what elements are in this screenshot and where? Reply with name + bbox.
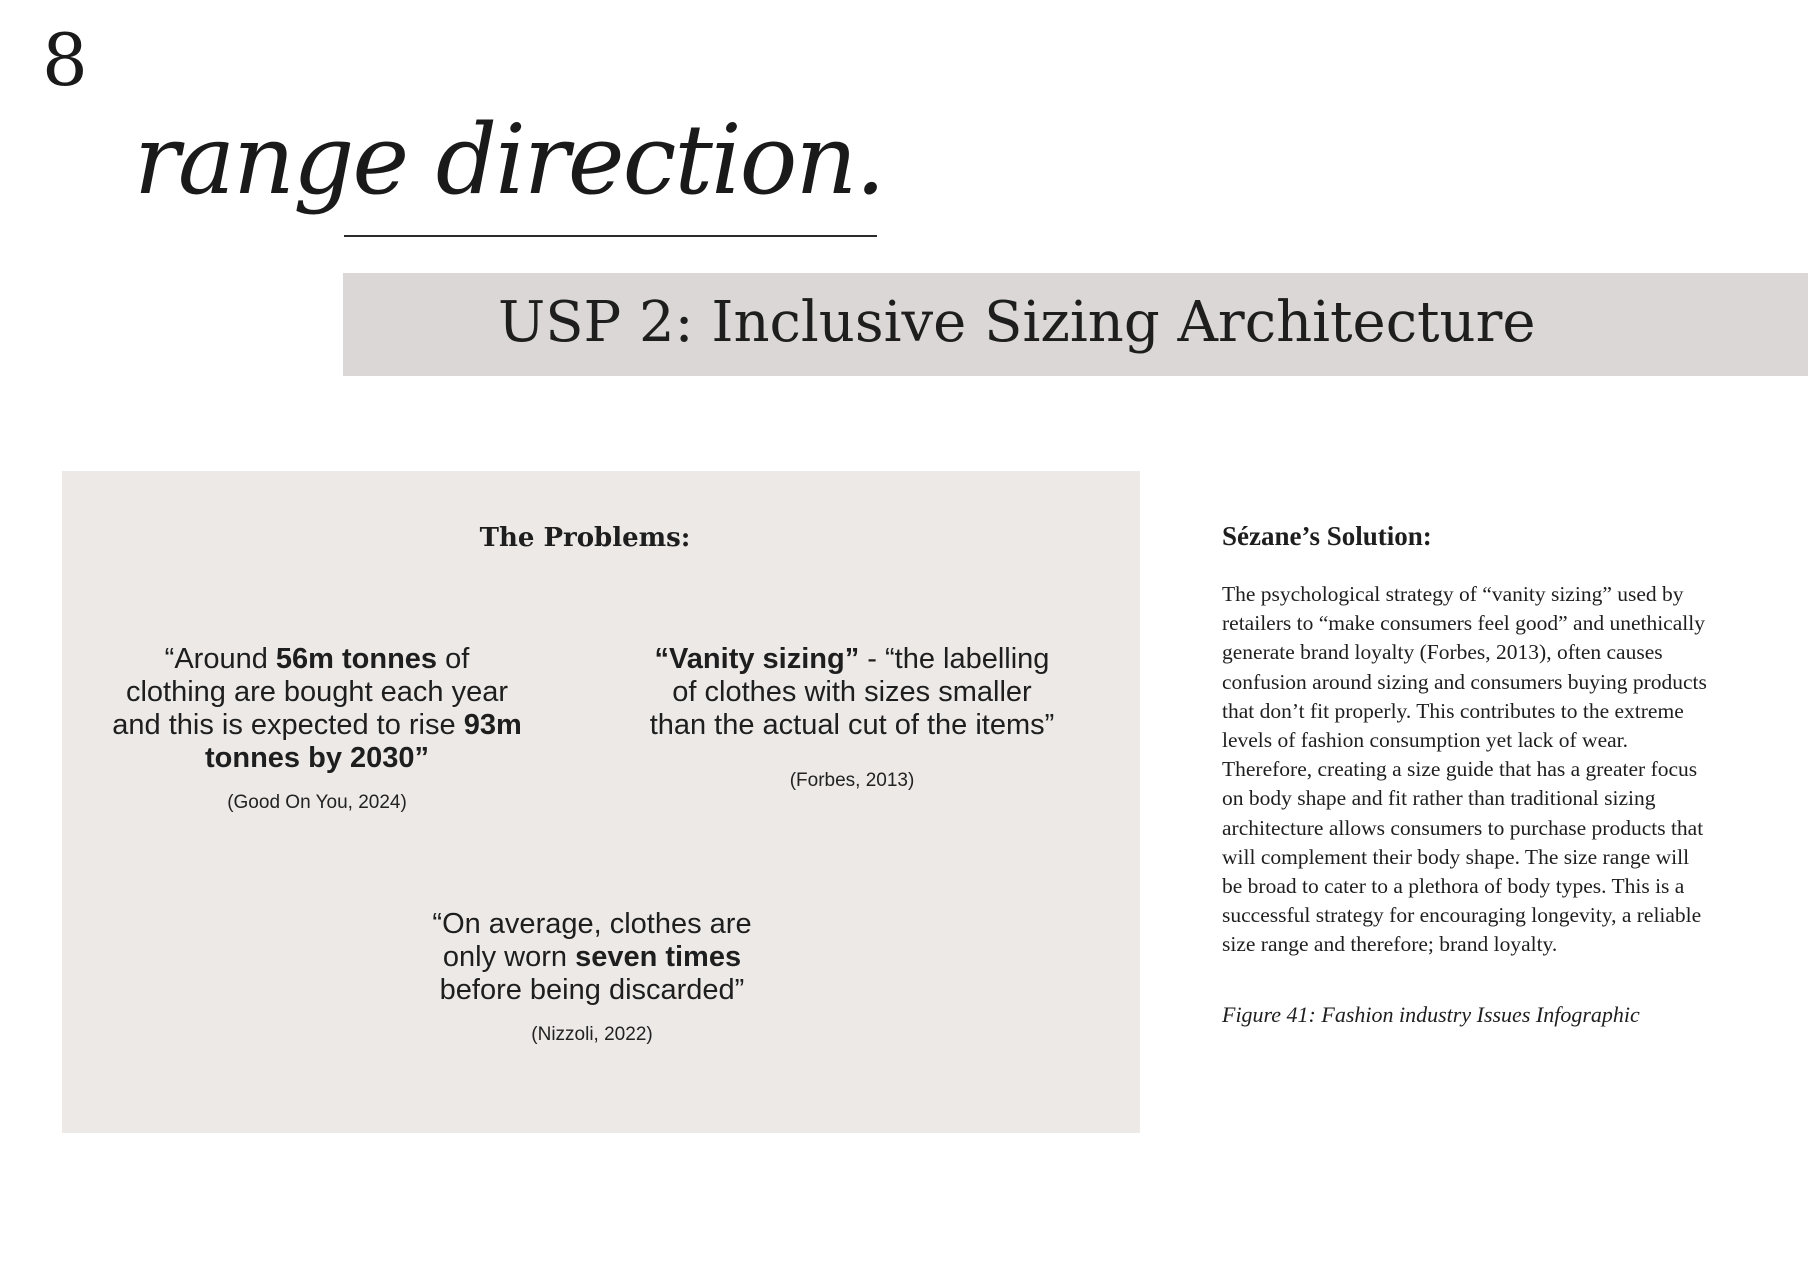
quote-clothing-tonnes	[112, 643, 522, 815]
usp-banner	[343, 273, 1808, 376]
problems-panel	[62, 471, 1140, 1133]
quote-text	[402, 908, 782, 1007]
title-underline	[344, 235, 877, 237]
quote-vanity-sizing	[647, 643, 1057, 793]
quote-emphasis: 56m tonnes	[275, 643, 438, 675]
usp-title: USP 2: Inclusive Sizing Architecture	[498, 290, 1536, 355]
quote-segment: “Around	[164, 643, 276, 675]
page-title: range direction.	[134, 104, 884, 216]
quote-segment: before being discarded”	[439, 974, 745, 1006]
quote-seven-times	[402, 908, 782, 1047]
solution-body: The psychological strategy of “vanity sizing” used by retailers to “make consumers feel good” and unethically generate brand loyalty (Forbes, 2013), often causes confusion around sizing and consumers buying products that don’t fit properly. This contributes to the extreme levels of fashion consumption yet lack of wear. Therefore, creating a size guide that has a greater focus on body shape and fit rather than traditional sizing architecture allows consumers to purchase products that will complement their body shape. The size range will be broad to cater to a plethora of body types. This is a successful strategy for encouraging longevity, a reliable size range and therefore; brand loyalty.	[1222, 582, 1707, 957]
quote-segment: of clothing are bought each year and this is expected to rise	[112, 643, 509, 741]
solution-heading: Sézane’s Solution:	[1222, 521, 1432, 551]
page-number: 8	[42, 18, 88, 102]
quote-source: (Good On You, 2024)	[227, 792, 407, 813]
quote-source: (Nizzoli, 2022)	[531, 1024, 653, 1045]
quote-text	[112, 643, 522, 775]
figure-caption: Figure 41: Fashion industry Issues Infographic	[1222, 1001, 1640, 1027]
quote-segment: “On average, clothes are only worn	[432, 908, 752, 973]
quote-emphasis: “Vanity sizing”	[654, 643, 860, 675]
quote-emphasis: seven times	[575, 941, 742, 973]
quote-emphasis: 93m tonnes by 2030”	[204, 709, 522, 774]
quote-segment: - “the labelling of clothes with sizes smaller than the actual cut of the items”	[649, 643, 1055, 741]
quote-source: (Forbes, 2013)	[789, 770, 915, 791]
quote-text	[647, 643, 1057, 742]
solution-section	[1222, 518, 1722, 1030]
problems-heading: The Problems:	[479, 523, 691, 553]
